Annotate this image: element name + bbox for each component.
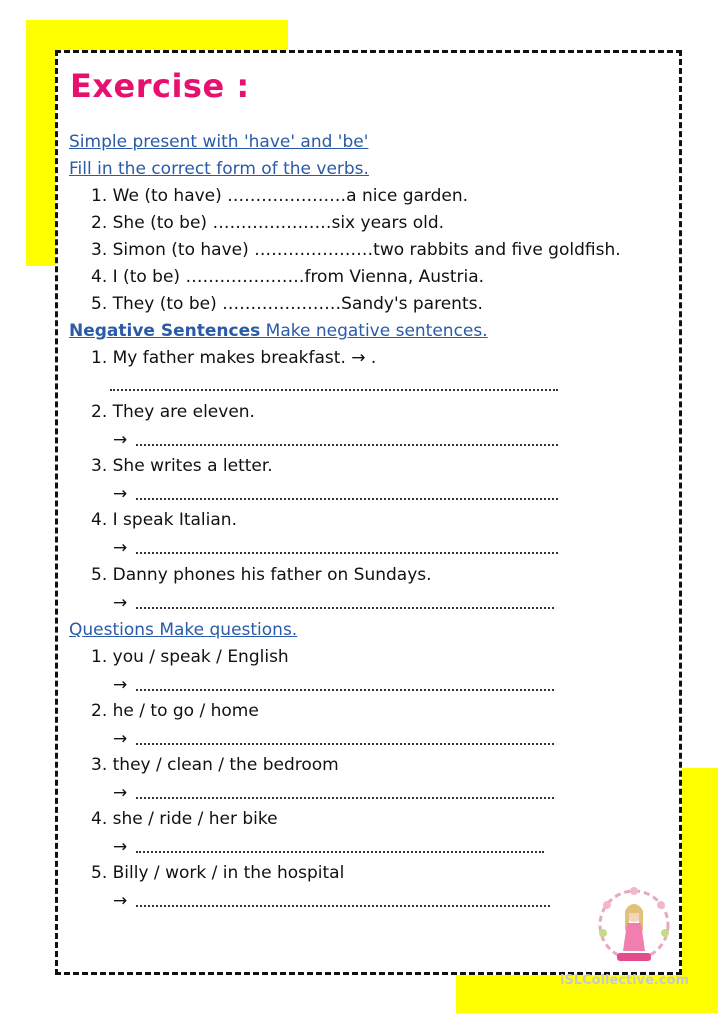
page-title: Exercise : bbox=[70, 67, 250, 105]
section2-heading: Negative Sentences Make negative sentences. bbox=[69, 321, 488, 341]
answer-line[interactable] bbox=[136, 607, 554, 609]
s1-item-5: 5. They (to be) …………………Sandy's parents. bbox=[91, 294, 483, 314]
blank[interactable]: ………………… bbox=[212, 213, 332, 233]
arrow-icon: → bbox=[113, 538, 128, 558]
s2-item-2: 2. They are eleven. bbox=[91, 402, 255, 422]
arrow-icon: → bbox=[113, 593, 128, 613]
answer-line[interactable] bbox=[136, 552, 558, 554]
blank[interactable]: ………………… bbox=[222, 294, 342, 314]
s2-item-5: 5. Danny phones his father on Sundays. bbox=[91, 565, 432, 585]
girl-wreath-logo-icon bbox=[595, 883, 673, 969]
section3-heading: Questions Make questions. bbox=[69, 620, 298, 640]
blank[interactable]: ………………… bbox=[227, 186, 347, 206]
s1-item-1: 1. We (to have) …………………a nice garden. bbox=[91, 186, 469, 206]
s3-item-3: 3. they / clean / the bedroom bbox=[91, 755, 339, 775]
answer-line[interactable] bbox=[136, 444, 558, 446]
s2-item-4: 4. I speak Italian. bbox=[91, 510, 237, 530]
s1-item-4: 4. I (to be) …………………from Vienna, Austria. bbox=[91, 267, 485, 287]
s1-item-3: 3. Simon (to have) …………………two rabbits and five goldfish. bbox=[91, 240, 621, 260]
arrow-icon: → bbox=[113, 891, 128, 911]
worksheet bbox=[55, 50, 682, 975]
answer-line[interactable] bbox=[136, 797, 554, 799]
s3-item-4: 4. she / ride / her bike bbox=[91, 809, 278, 829]
s3-item-2: 2. he / to go / home bbox=[91, 701, 259, 721]
answer-line[interactable] bbox=[136, 743, 554, 745]
arrow-icon: → bbox=[113, 484, 128, 504]
answer-line[interactable] bbox=[136, 689, 554, 691]
arrow-icon: → bbox=[113, 783, 128, 803]
arrow-icon: → bbox=[113, 729, 128, 749]
answer-line[interactable] bbox=[136, 498, 558, 500]
s3-item-5: 5. Billy / work / in the hospital bbox=[91, 863, 345, 883]
answer-line[interactable] bbox=[110, 389, 558, 391]
answer-line[interactable] bbox=[136, 905, 550, 907]
blank[interactable]: ………………… bbox=[254, 240, 374, 260]
watermark: iSLCollective.com bbox=[560, 973, 690, 988]
s1-item-2: 2. She (to be) …………………six years old. bbox=[91, 213, 445, 233]
section1-instruction: Fill in the correct form of the verbs. bbox=[69, 159, 369, 179]
arrow-icon: → bbox=[113, 430, 128, 450]
s2-item-1: 1. My father makes breakfast. → . bbox=[91, 348, 377, 368]
s3-item-1: 1. you / speak / English bbox=[91, 647, 289, 667]
arrow-icon: → bbox=[113, 837, 128, 857]
answer-line[interactable] bbox=[136, 851, 544, 853]
section1-heading: Simple present with 'have' and 'be' bbox=[69, 132, 369, 152]
arrow-icon: → bbox=[113, 675, 128, 695]
s2-item-3: 3. She writes a letter. bbox=[91, 456, 273, 476]
blank[interactable]: ………………… bbox=[185, 267, 305, 287]
